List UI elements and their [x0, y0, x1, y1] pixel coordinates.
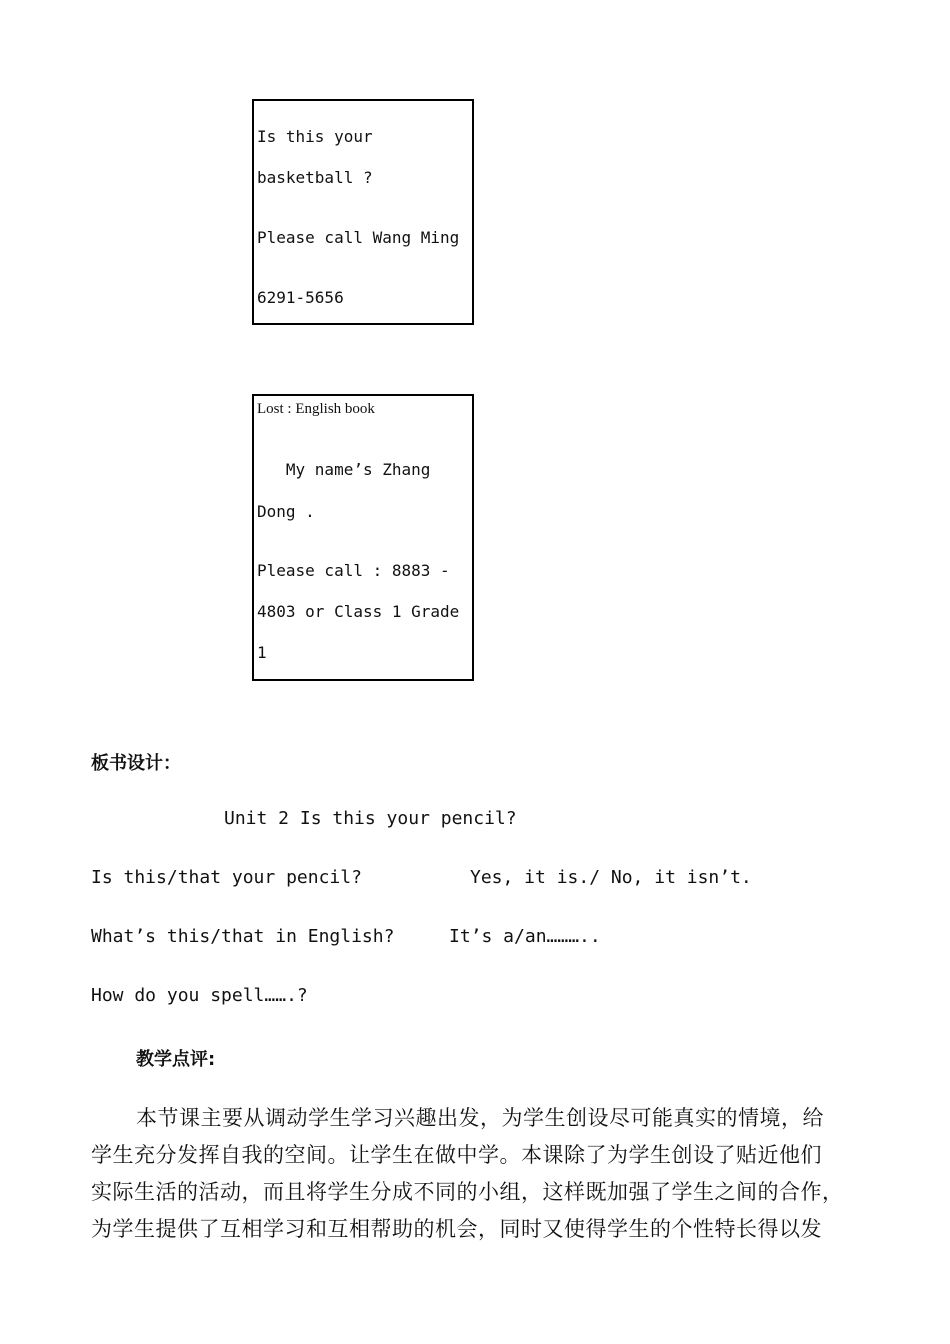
notice-line: Dong . [257, 502, 315, 521]
notice-line: Is this your [257, 127, 373, 146]
notice-line: 4803 or Class 1 Grade [257, 602, 460, 621]
board-answer-2: It’s a/an……….. [449, 926, 601, 947]
notice-card-lost-book [252, 394, 474, 681]
unit-title: Unit 2 Is this your pencil? [224, 808, 517, 829]
notice-line: basketball ? [257, 168, 373, 187]
notice-card-basketball [252, 99, 474, 325]
blackboard-design-heading: 板书设计： [91, 753, 181, 774]
notice-title: Lost : English book [257, 401, 375, 417]
notice-line: 6291-5656 [257, 288, 344, 307]
notice-line: Please call : 8883 - [257, 561, 450, 580]
board-question-2: What’s this/that in English? [91, 926, 395, 947]
review-paragraph-line: 实际生活的活动，而且将学生分成不同的小组，这样既加强了学生之间的合作， [91, 1180, 844, 1204]
review-paragraph-line: 为学生提供了互相学习和互相帮助的机会，同时又使得学生的个性特长得以发 [91, 1217, 822, 1241]
board-question-1: Is this/that your pencil? [91, 867, 362, 888]
board-answer-1: Yes, it is./ No, it isn’t. [470, 867, 752, 888]
review-paragraph-line: 本节课主要从调动学生学习兴趣出发，为学生创设尽可能真实的情境，给 [136, 1106, 824, 1130]
notice-line: 1 [257, 643, 267, 662]
review-paragraph-line: 学生充分发挥自我的空间。让学生在做中学。本课除了为学生创设了贴近他们 [91, 1143, 822, 1167]
teaching-review-heading: 教学点评: [136, 1049, 216, 1070]
notice-line: My name’s Zhang [257, 460, 431, 479]
board-question-3: How do you spell…….? [91, 985, 308, 1006]
notice-line: Please call Wang Ming [257, 228, 460, 247]
